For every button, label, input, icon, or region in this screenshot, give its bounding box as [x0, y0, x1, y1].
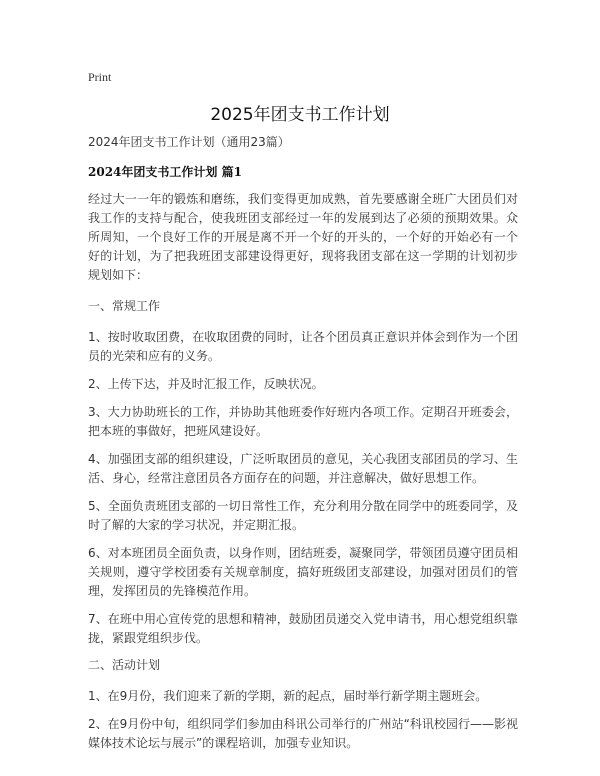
list-item: 5、全面负责班团支部的一切日常性工作，充分利用分散在同学中的班委同学，及时了解的大家的学习状况，并定期汇报。	[88, 499, 518, 532]
chapter-heading: 2024年团支书工作计划 篇1	[88, 165, 242, 179]
document-title: 2025年团支书工作计划	[210, 105, 390, 125]
list-item: 7、在班中用心宣传党的思想和精神，鼓励团员递交入党申请书，用心想党组织靠拢，紧跟党组织步伐。	[88, 612, 518, 645]
list-item: 2、上传下达，并及时汇报工作，反映状况。	[88, 377, 324, 391]
print-label: Print	[88, 70, 112, 84]
list-item: 4、加强团支部的组织建设，广泛听取团员的意见，关心我团支部团员的学习、生活、身心，经常注意团员各方面存在的问题，并注意解决，做好思想工作。	[88, 452, 518, 485]
list-item: 2、在9月份中旬，组织同学们参加由科讯公司举行的广州站“科讯校园行——影视媒体技术论坛与展示”的课程培训，加强专业知识。	[88, 717, 518, 750]
list-item: 6、对本班团员全面负责，以身作则，团结班委，凝聚同学，带领团员遵守团员相关规则，遵守学校团委有关规章制度，搞好班级团支部建设，加强对团员们的管理，发挥团员的先锋模范作用。	[88, 546, 518, 598]
list-item: 1、在9月份，我们迎来了新的学期，新的起点，届时举行新学期主题班会。	[88, 689, 488, 703]
document-content	[88, 134, 518, 762]
list-item: 1、按时收取团费，在收取团费的同时，让各个团员真正意识并体会到作为一个团员的光荣和应有的义务。	[88, 330, 518, 363]
document-subtitle: 2024年团支书工作计划（通用23篇）	[88, 135, 290, 149]
list-item: 3、大力协助班长的工作，并协助其他班委作好班内各项工作。定期召开班委会，把本班的事做好，把班风建设好。	[88, 405, 518, 438]
intro-paragraph: 经过大一一年的锻炼和磨练，我们变得更加成熟，首先要感谢全班广大团员们对我工作的支持与配合，使我班团支部经过一年的发展到达了必须的预期效果。众所周知，一个良好工作的开展是离不开一个好的开头的，一个好的开始必有一个好的计划，为了把我班团支部建设得更好，现将我团支部在这一学期的计划初步规划如下：	[88, 192, 518, 282]
section-title-routine: 一、常规工作	[88, 299, 161, 313]
section-title-activities: 二、活动计划	[88, 658, 161, 672]
